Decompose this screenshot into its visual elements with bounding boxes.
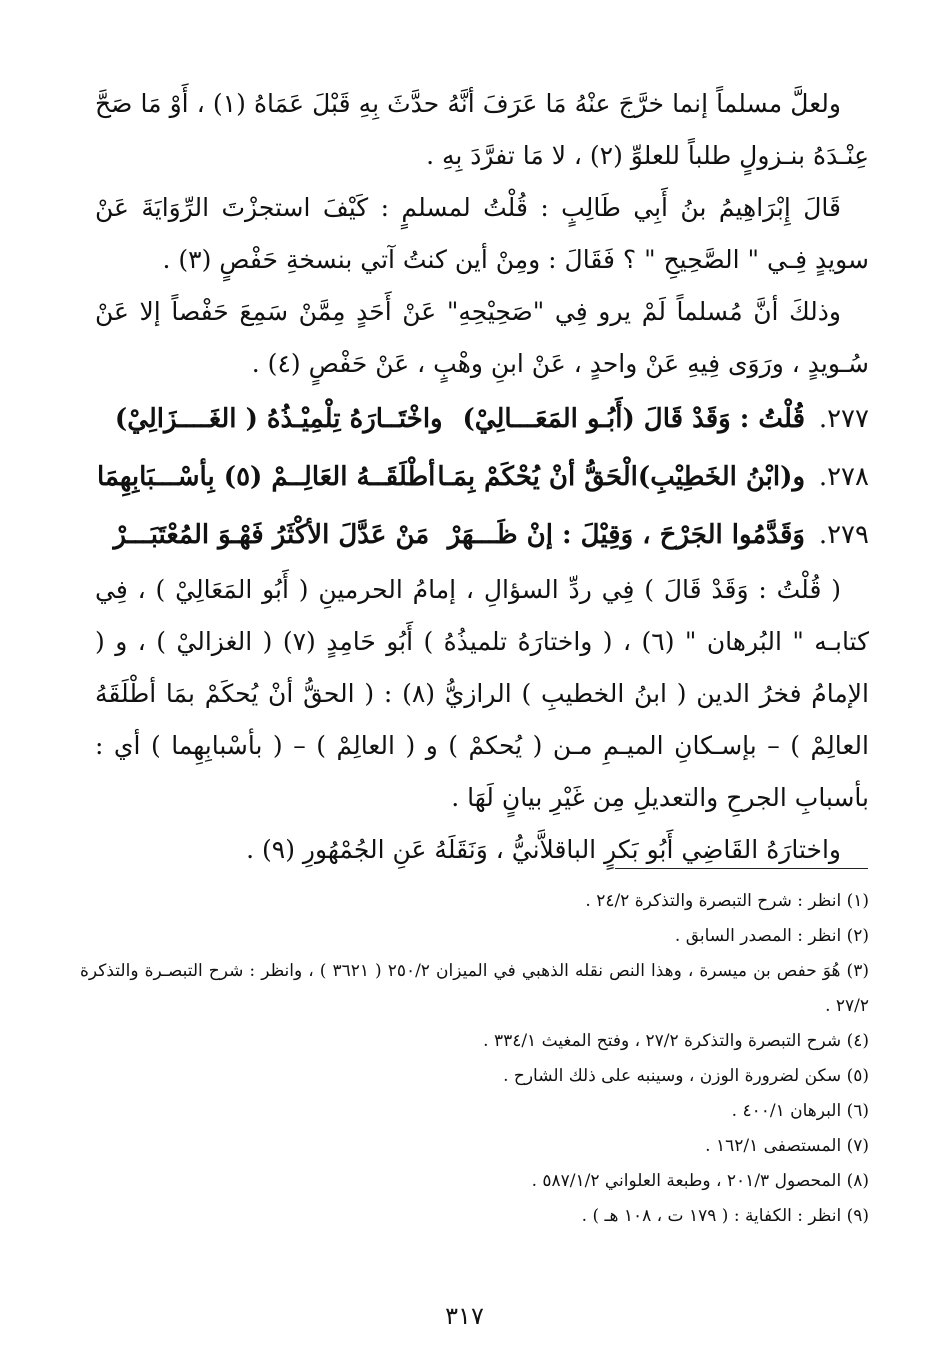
footnotes-list <box>80 884 869 1234</box>
verse-second-hemistich: أطْلَقَــهُ العَالِــمْ (٥) بِأسْـــبَابِهِمَا <box>96 462 436 492</box>
verse-line <box>95 448 869 506</box>
paragraph: وذلكَ أنَّ مُسلماً لَمْ يرو فِي "صَحِيْحِهِ" عَنْ أَحَدٍ مِمَّنْ سَمِعَ حَفْصاً إلا عَنْ سُـويدٍ ، ورَوَى فِيهِ عَنْ واحدٍ ، عَنْ ابنِ وهْبٍ ، عَنْ حَفْصٍ (٤) . <box>95 297 869 378</box>
commentary-paragraph: واختارَهُ القَاضِي أَبُو بَكرٍ الباقلاَّنيُّ ، وَنَقَلَهُ عَنِ الجُمْهُورِ (٩) . <box>246 835 841 864</box>
verse-block <box>95 390 869 564</box>
paragraph: قَالَ إِبْرَاهِيمُ بنُ أَبِي طَالِبٍ : قُلْتُ لمسلمٍ : كَيْفَ استجزْتَ الرِّوَايَةَ عَنْ سويدٍ فِـي " الصَّحِيحِ " ؟ فَقَالَ : ومِنْ أين كنتُ آتي بنسخةِ حَفْصٍ (٣) . <box>95 193 869 274</box>
page-number: ٣١٧ <box>445 1302 484 1330</box>
footnote: (٣) هُوَ حفص بن ميسرة ، وهذا النص نقله الذهبي في الميزان ٢٥٠/٢ ( ٣٦٢١ ) ، وانظر : شرح التبصـرة والتذكرة ٢٧/٢ . <box>80 961 869 1016</box>
footnote: (٨) المحصول ٢٠١/٣ ، وطبعة العلواني ٥٨٧/١/٢ . <box>531 1171 869 1191</box>
footnote: (٧) المستصفى ١٦٢/١ . <box>705 1136 869 1156</box>
verse-line <box>95 506 869 564</box>
verse-number: ٢٧٨. <box>818 462 869 492</box>
footnote: (٩) انظر : الكفاية : ( ١٧٩ ت ، ١٠٨ هـ ) . <box>581 1206 869 1226</box>
footnote: (١) انظر : شرح التبصرة والتذكرة ٢٤/٢ . <box>585 891 869 911</box>
verse-second-hemistich: واخْتَــارَهُ تِلْمِيْـذُهُ ( الغَــــزَالِيْ) <box>114 404 443 434</box>
footnote-separator <box>615 868 868 869</box>
verse-number: ٢٧٧. <box>818 404 869 434</box>
verse-line <box>95 390 869 448</box>
footnote: (٢) انظر : المصدر السابق . <box>674 926 869 946</box>
verse-first-hemistich: و(ابْنُ الخَطِيْبِ)الْحَقُّ أنْ يُحْكَمْ بِمَـا <box>437 462 805 492</box>
footnote: (٦) البرهان ٤٠٠/١ . <box>731 1101 869 1121</box>
verse-number: ٢٧٩. <box>818 520 869 550</box>
verse-first-hemistich: قُلْتُ : وَقَدْ قَالَ (أَبُـو المَعَـــالِيْ) <box>462 404 805 434</box>
main-text <box>95 78 869 876</box>
paragraph: ولعلَّ مسلماً إنما خرَّجَ عنْهُ مَا عَرَفَ أنَّهُ حدَّثَ بِهِ قَبْلَ عَمَاهُ (١) ، أَوْ مَا صَحَّ عِنْـدَهُ بنـزولٍ طلباً للعلوِّ (٢) ، لا مَا تفرَّدَ بِهِ . <box>95 89 869 170</box>
verse-second-hemistich: مَنْ عَدَّلَ الأكْثَرُ فَهْـوَ المُعْتَبَـــرْ <box>113 520 430 550</box>
commentary-paragraph: ( قُلْتُ : وَقَدْ قَالَ ) فِي ردِّ السؤالِ ، إمامُ الحرمينِ ( أَبُو المَعَالِيْ ) ، فِي كتابـه " البُرهان " (٦) ، ( واختارَهُ تلميذُهُ ) أَبُو حَامِدٍ (٧) ( الغزاليْ ) ، و ( الإمامُ فخرُ الدين ( ابنُ الخطيبِ ) الرازيُّ (٨) : ( الحقُّ أنْ يُحكَمْ بمَا أطْلَقَهُ العالِمْ ) – بإسـكانِ الميـمِ مـن ( يُحكمْ ) و ( العالِمْ ) – ( بأسْبابِهِما ) أي : بأسبابِ الجرحِ والتعديلِ مِن غَيْرِ بيانٍ لَهَا . <box>95 575 870 812</box>
verse-first-hemistich: وَقَدَّمُوا الجَرْحَ ، وَقِيْلَ : إنْ ظَـــهَرْ <box>447 520 805 550</box>
footnote: (٤) شرح التبصرة والتذكرة ٢٧/٢ ، وفتح المغيث ٣٣٤/١ . <box>483 1031 869 1051</box>
footnote: (٥) سكن لضرورة الوزن ، وسينبه على ذلك الشارح . <box>503 1066 869 1086</box>
